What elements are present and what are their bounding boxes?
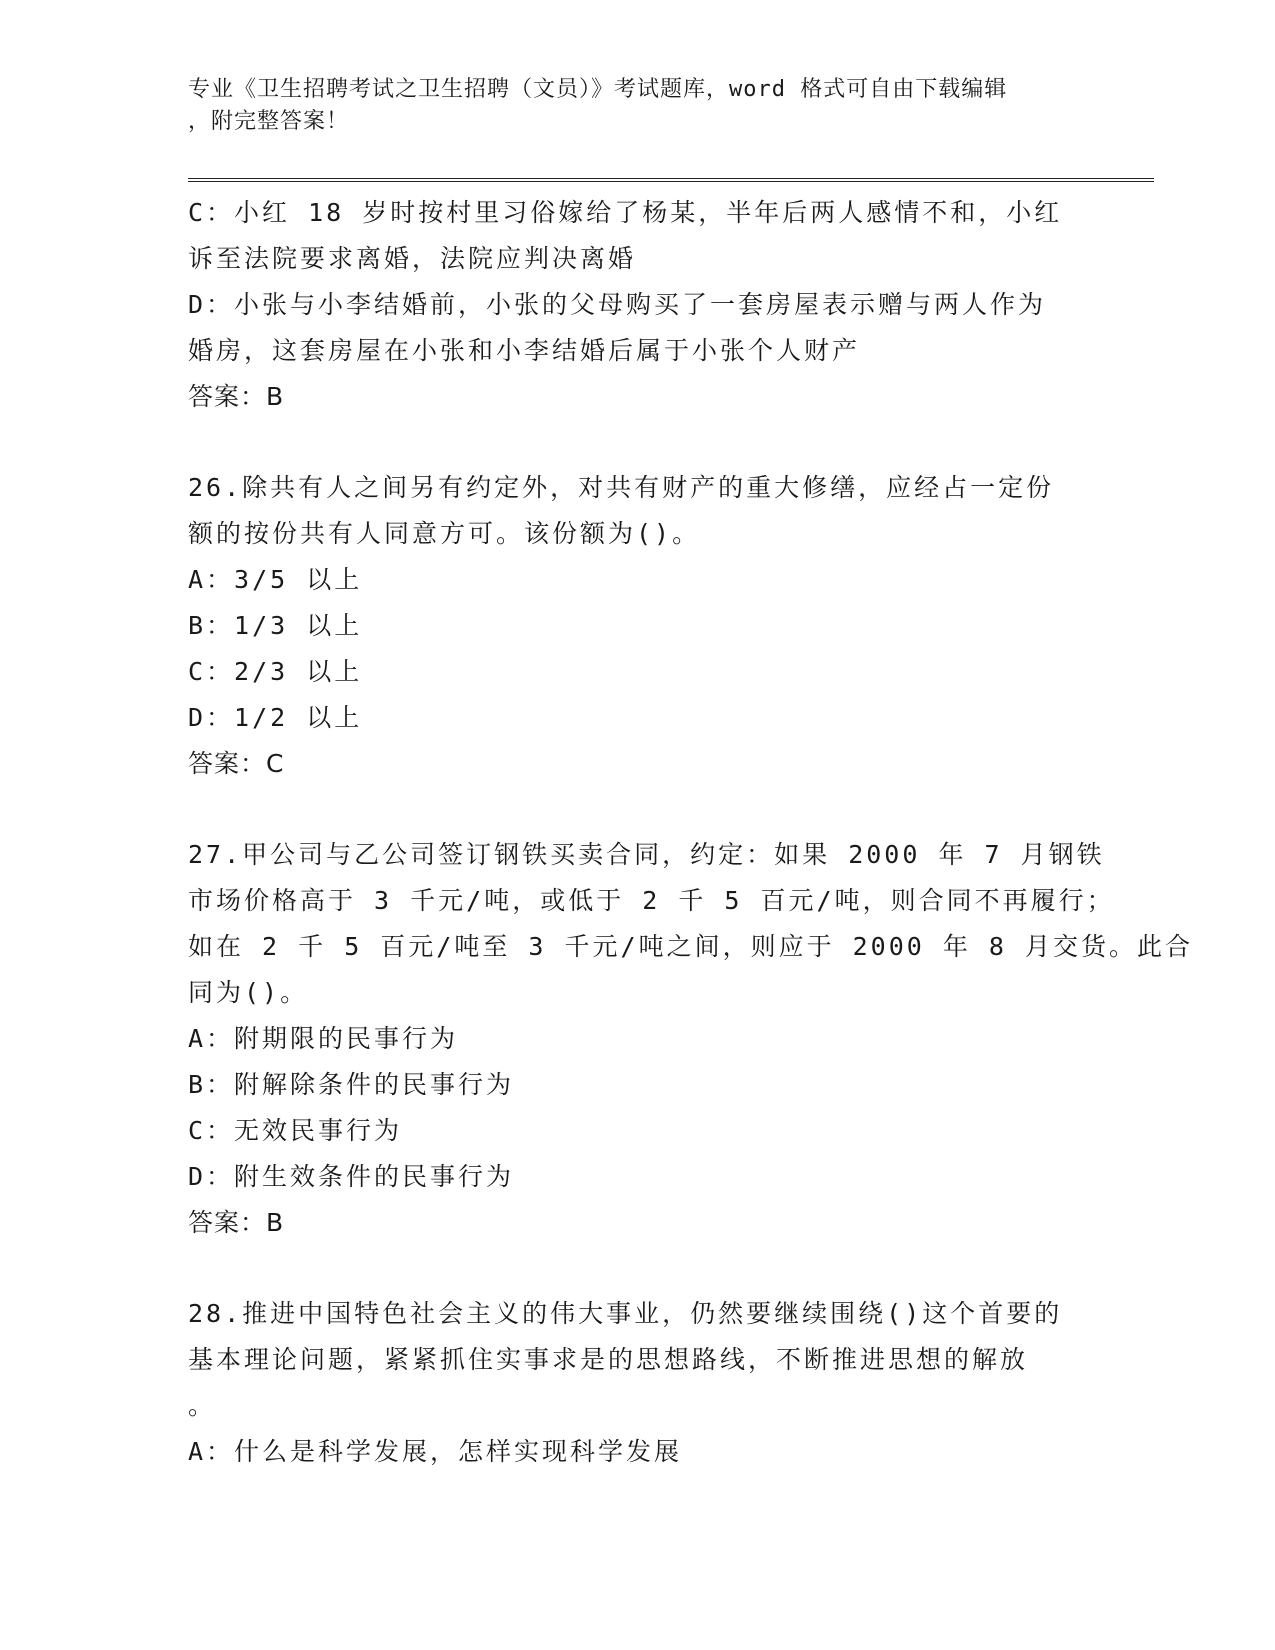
spacer [188,787,1088,832]
option-d: D：1/2 以上 [188,703,363,732]
document-header [188,74,1068,138]
question-27 [188,832,1194,1246]
option-d-line-1: D：小张与小李结婚前，小张的父母购买了一套房屋表示赠与两人作为 [188,290,1047,319]
option-a: A：附期限的民事行为 [188,1024,459,1053]
header-line-2: ，附完整答案！ [188,109,350,134]
question-stem-line-2: 额的按份共有人同意方可。该份额为()。 [188,519,701,548]
header-line-1: 专业《卫生招聘考试之卫生招聘（文员）》考试题库，word 格式可自由下载编辑 [188,77,1008,102]
answer-label: 答案：B [188,1208,285,1237]
question-28 [188,1291,1088,1475]
option-c-line-1: C：小红 18 岁时按村里习俗嫁给了杨某，半年后两人感情不和，小红 [188,198,1063,227]
question-stem-line-3: 如在 2 千 5 百元/吨至 3 千元/吨之间，则应于 2000 年 8 月交货。此合 [188,932,1194,961]
option-d-line-2: 婚房，这套房屋在小张和小李结婚后属于小张个人财产 [188,336,861,365]
question-stem-line-4: 同为()。 [188,978,309,1007]
question-stem-line-1: 26.除共有人之间另有约定外，对共有财产的重大修缮，应经占一定份 [188,473,1055,502]
option-a: A：什么是科学发展，怎样实现科学发展 [188,1437,683,1466]
option-b: B：1/3 以上 [188,611,363,640]
question-25-tail [188,190,1088,420]
option-c: C：2/3 以上 [188,657,363,686]
document-body [188,190,1194,1475]
option-b: B：附解除条件的民事行为 [188,1070,515,1099]
question-stem-line-3: 。 [188,1391,217,1420]
question-stem-line-1: 28.推进中国特色社会主义的伟大事业，仍然要继续围绕()这个首要的 [188,1299,1063,1328]
spacer [188,420,1088,465]
option-a: A：3/5 以上 [188,565,363,594]
question-26 [188,465,1088,787]
answer-label: 答案：B [188,382,285,411]
option-d: D：附生效条件的民事行为 [188,1162,515,1191]
question-stem-line-2: 基本理论问题，紧紧抓住实事求是的思想路线，不断推进思想的解放 [188,1345,1029,1374]
question-stem-line-1: 27.甲公司与乙公司签订钢铁买卖合同，约定：如果 2000 年 7 月钢铁 [188,840,1105,869]
spacer [188,1246,1088,1291]
option-c-line-2: 诉至法院要求离婚，法院应判决离婚 [188,244,637,273]
answer-label: 答案：C [188,749,285,778]
question-stem-line-2: 市场价格高于 3 千元/吨，或低于 2 千 5 百元/吨，则合同不再履行； [188,886,1115,915]
option-c: C：无效民事行为 [188,1116,403,1145]
header-divider [188,178,1154,182]
